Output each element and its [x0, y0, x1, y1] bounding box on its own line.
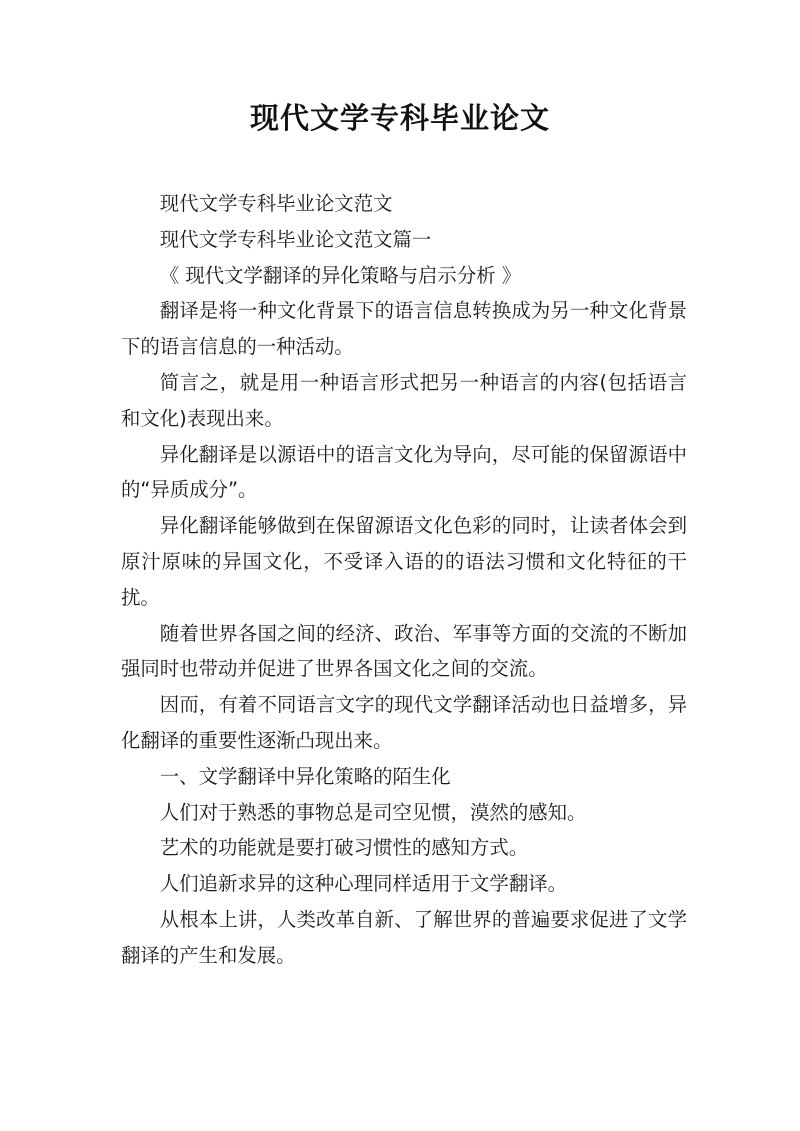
document-body [121, 186, 687, 974]
paragraph: 异化翻译能够做到在保留源语文化色彩的同时，让读者体会到原汁原味的异国文化，不受译入语的的语法习惯和文化特征的干扰。 [121, 514, 687, 609]
paragraph: 因而，有着不同语言文字的现代文学翻译活动也日益增多，异化翻译的重要性逐渐凸现出来。 [121, 693, 687, 752]
paragraph: 《 现代文学翻译的异化策略与启示分析 》 [159, 263, 522, 287]
paragraph: 简言之，就是用一种语言形式把另一种语言的内容(包括语言和文化)表现出来。 [121, 370, 687, 430]
section-heading: 一、文学翻译中异化策略的陌生化 [159, 764, 451, 788]
paragraph: 从根本上讲，人类改革自新、了解世界的普遍要求促进了文学翻译的产生和发展。 [121, 907, 687, 967]
paragraph: 随着世界各国之间的经济、政治、军事等方面的交流的不断加强同时也带动并促进了世界各国文化之间的交流。 [121, 621, 687, 681]
paragraph: 人们追新求异的这种心理同样适用于文学翻译。 [159, 872, 567, 896]
paragraph: 艺术的功能就是要打破习惯性的感知方式。 [159, 836, 529, 860]
paragraph: 异化翻译是以源语中的语言文化为导向，尽可能的保留源语中的“异质成分”。 [121, 442, 687, 502]
paragraph: 现代文学专科毕业论文范文 [159, 192, 393, 215]
paragraph: 现代文学专科毕业论文范文篇一 [159, 227, 432, 251]
paragraph: 翻译是将一种文化背景下的语言信息转换成为另一种文化背景下的语言信息的一种活动。 [121, 299, 687, 359]
document-title: 现代文学专科毕业论文 [249, 101, 550, 135]
paragraph: 人们对于熟悉的事物总是司空见惯，漠然的感知。 [159, 800, 587, 824]
